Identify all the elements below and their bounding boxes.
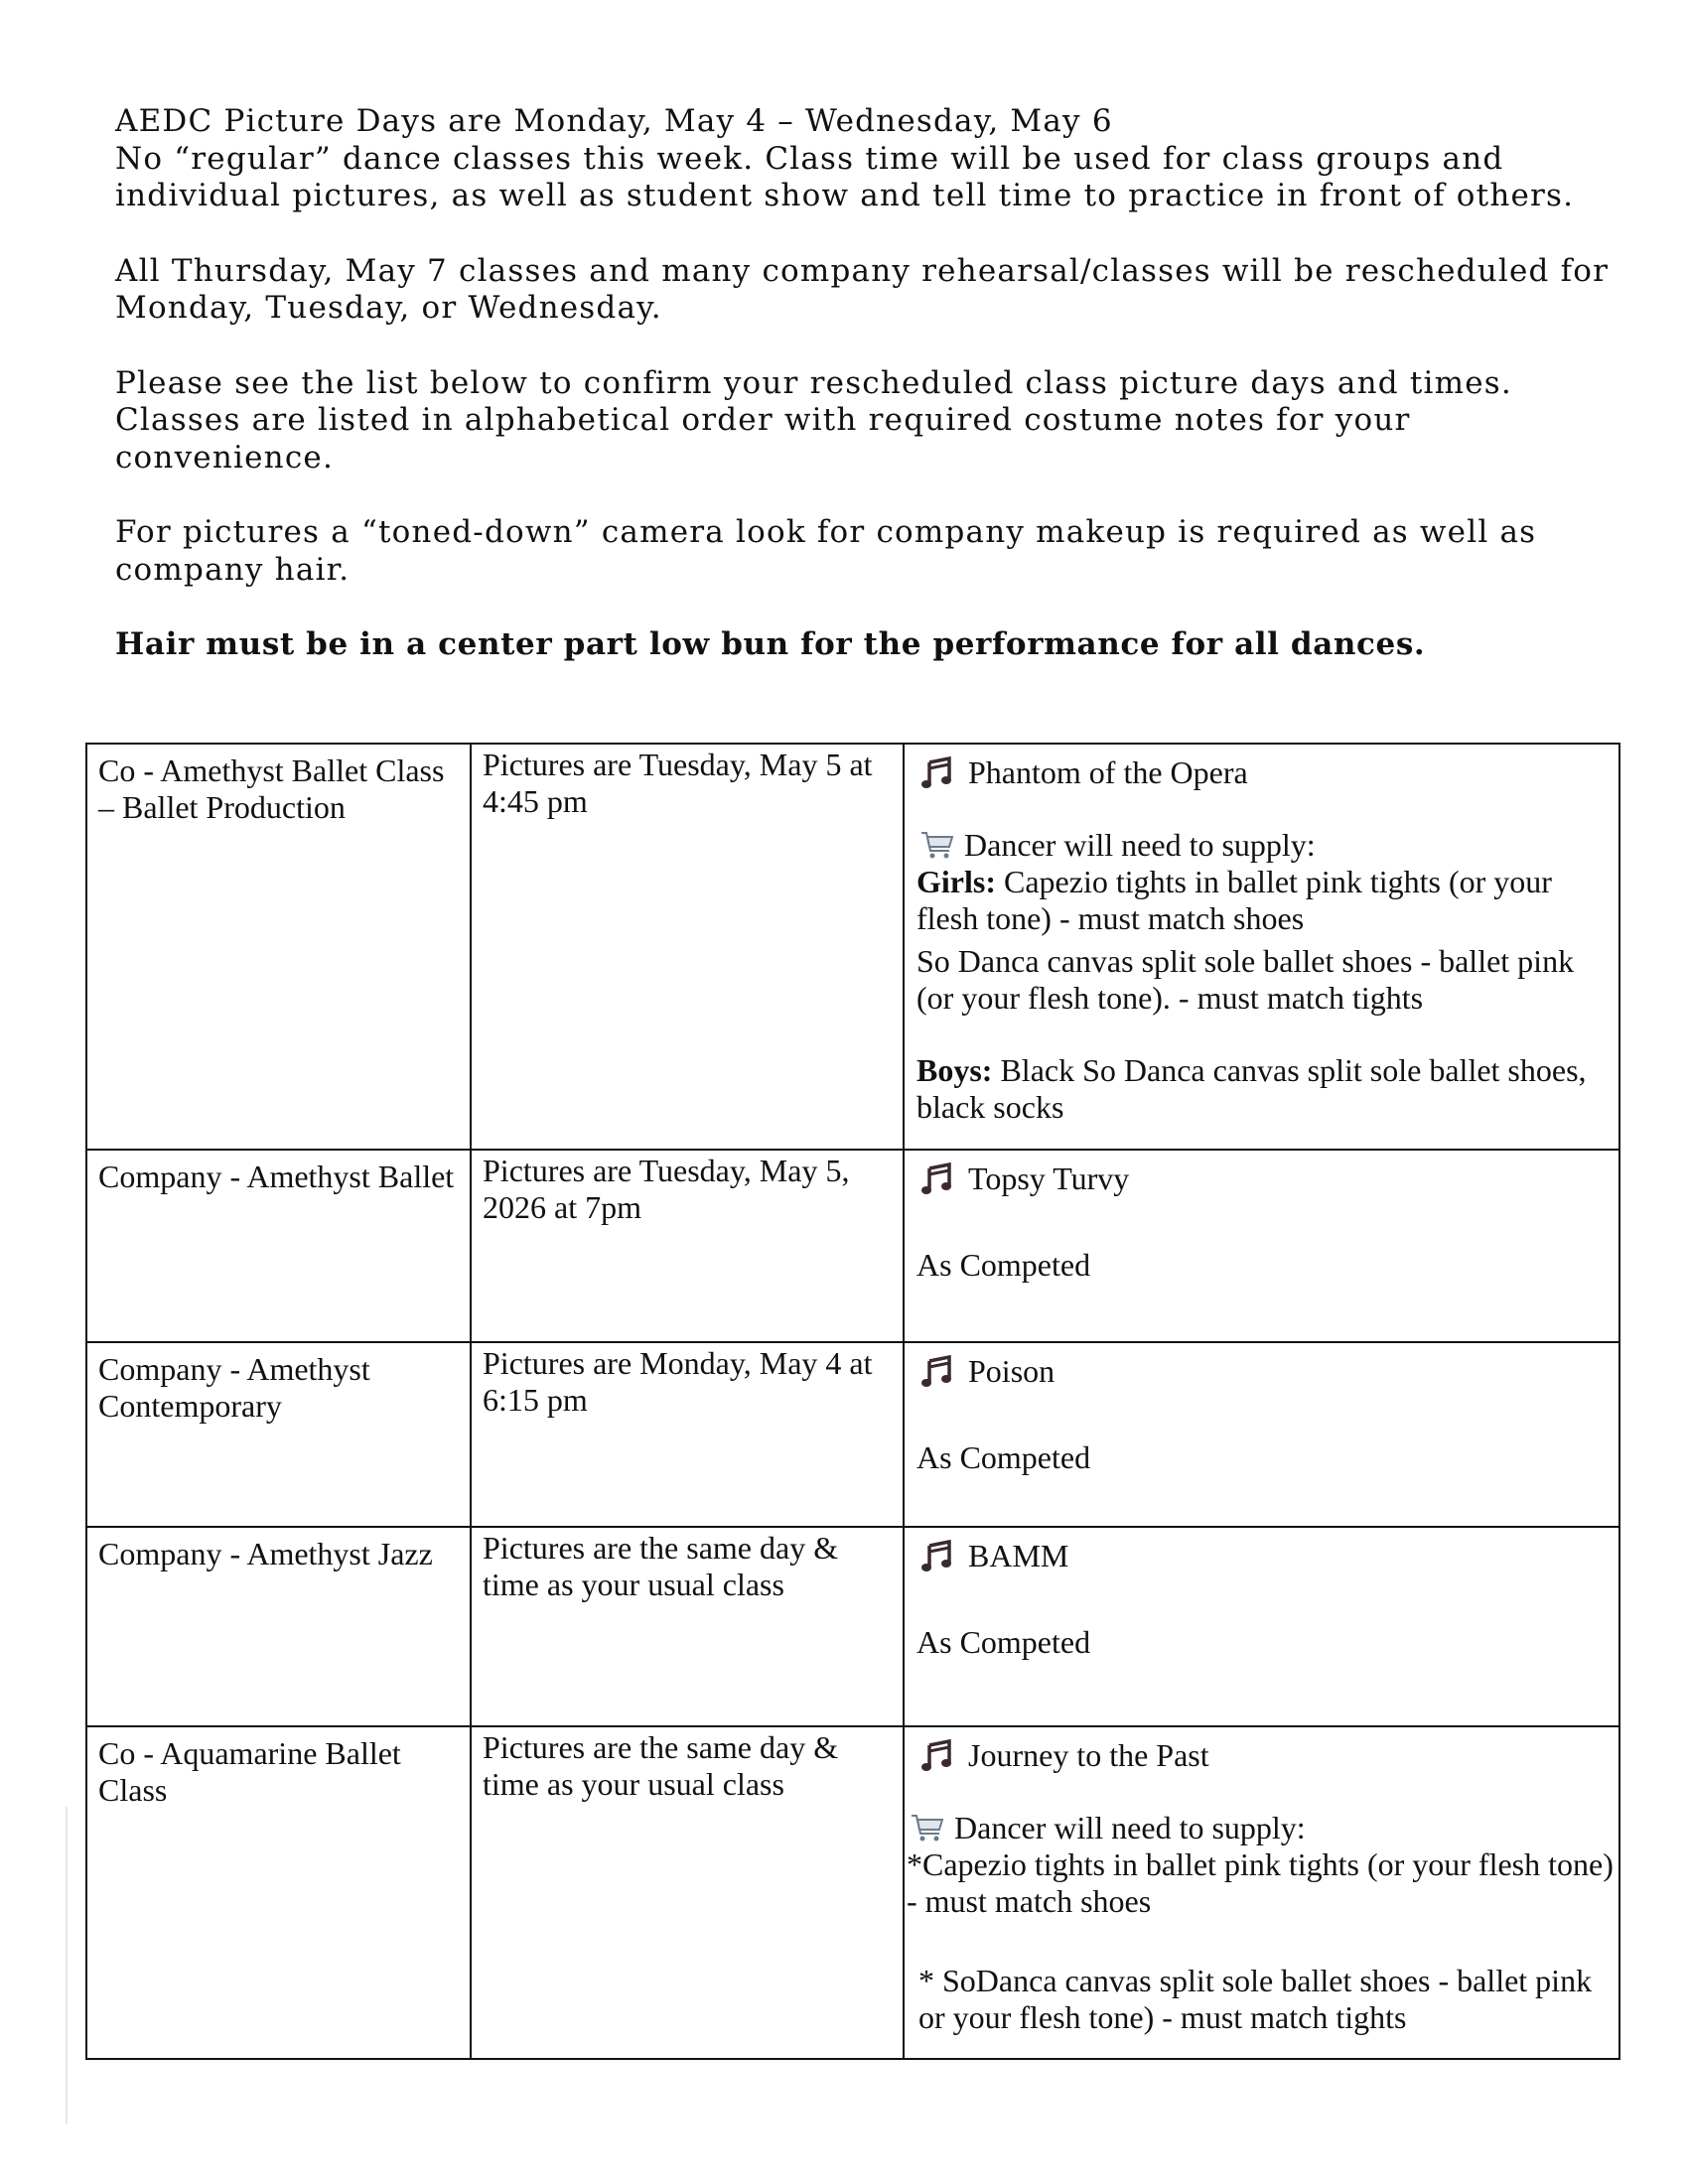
shopping-cart-icon (911, 1813, 944, 1843)
class-name-cell (86, 1342, 471, 1527)
song-line (920, 1160, 1609, 1197)
tights-note: *Capezio tights in ballet pink tights (or your flesh tone) - must match shoes (907, 1846, 1614, 1919)
music-note-icon (920, 1540, 954, 1573)
class-schedule-table (85, 743, 1620, 2060)
costume-cell (904, 1527, 1619, 1726)
table-row (86, 744, 1619, 1150)
spacer (916, 1197, 1609, 1247)
spacer (916, 1017, 1609, 1052)
picture-time: Pictures are Monday, May 4 at 6:15 pm (483, 1345, 873, 1418)
table-row (86, 1726, 1619, 2059)
table-row (86, 1150, 1619, 1342)
music-note-icon (920, 756, 954, 790)
picture-time-cell (471, 744, 904, 1150)
shoes-note: So Danca canvas split sole ballet shoes - ballet pink (or your flesh tone). - must match tights (916, 943, 1575, 1016)
picture-time-cell (471, 1726, 904, 2059)
picture-time-cell (471, 1150, 904, 1342)
boys-label: Boys: (916, 1052, 993, 1088)
margin-line (66, 1807, 68, 2124)
costume-cell (904, 1150, 1619, 1342)
table-row (86, 1527, 1619, 1726)
costume-cell (904, 744, 1619, 1150)
class-name-cell (86, 1150, 471, 1342)
supply-heading (911, 1810, 1617, 1846)
class-name: Co - Aquamarine Ballet Class (98, 1735, 401, 1808)
class-name: Co - Amethyst Ballet Class – Ballet Production (98, 752, 445, 825)
intro-paragraph-1 (115, 103, 1624, 215)
supply-heading-text: Dancer will need to supply: (964, 827, 1316, 863)
costume-note: As Competed (916, 1624, 1091, 1660)
song-title: Topsy Turvy (968, 1160, 1130, 1196)
costume-cell (904, 1342, 1619, 1527)
music-note-icon (920, 1355, 954, 1389)
class-name-cell (86, 1527, 471, 1726)
song-title: Phantom of the Opera (968, 754, 1248, 790)
intro-paragraph-4: For pictures a “toned-down” camera look for company makeup is required as well as company hair. (115, 514, 1537, 588)
spacer (916, 1574, 1609, 1624)
picture-time: Pictures are the same day & time as your usual class (483, 1530, 839, 1602)
boys-note (916, 1052, 1609, 1126)
intro-text (115, 103, 1624, 702)
picture-time: Pictures are Tuesday, May 5, 2026 at 7pm (483, 1153, 850, 1225)
no-regular-classes-text: No “regular” dance classes this week. Class time will be used for class groups and individual pictures, as well as student show and tell time to practice in front of others. (115, 140, 1575, 213)
supply-heading-text: Dancer will need to supply: (954, 1810, 1306, 1845)
class-name: Company - Amethyst Contemporary (98, 1351, 370, 1424)
picture-days-line: AEDC Picture Days are Monday, May 4 – Wednesday, May 6 (115, 103, 1113, 139)
boys-text: Black So Danca canvas split sole ballet shoes, black socks (916, 1052, 1587, 1125)
costume-cell (904, 1726, 1619, 2059)
hair-note: Hair must be in a center part low bun for the performance for all dances. (115, 626, 1426, 662)
intro-paragraph-3: Please see the list below to confirm your rescheduled class picture days and times. Classes are listed in alphabetical order with required costume notes for your convenience. (115, 364, 1512, 476)
spacer (916, 1390, 1609, 1439)
supply-heading (920, 827, 1609, 864)
song-title: Poison (968, 1353, 1055, 1389)
picture-time: Pictures are the same day & time as your usual class (483, 1729, 839, 1802)
table-row (86, 1342, 1619, 1527)
song-line (920, 1737, 1617, 1774)
picture-time-cell (471, 1342, 904, 1527)
song-title: BAMM (968, 1538, 1069, 1573)
class-name-cell (86, 744, 471, 1150)
class-name-cell (86, 1726, 471, 2059)
picture-time: Pictures are Tuesday, May 5 at 4:45 pm (483, 747, 873, 819)
class-name: Company - Amethyst Ballet (98, 1159, 455, 1194)
music-note-icon (920, 1162, 954, 1196)
girls-label: Girls: (916, 864, 996, 899)
girls-tights-note (916, 864, 1609, 937)
costume-note: As Competed (916, 1439, 1091, 1475)
intro-paragraph-2: All Thursday, May 7 classes and many company rehearsal/classes will be rescheduled for Monday, Tuesday, or Wednesday. (115, 252, 1610, 326)
song-line (920, 754, 1609, 791)
spacer (907, 1774, 1617, 1810)
song-title: Journey to the Past (968, 1737, 1209, 1773)
costume-note: As Competed (916, 1247, 1091, 1283)
music-note-icon (920, 1739, 954, 1773)
spacer (907, 1920, 1617, 1963)
class-name: Company - Amethyst Jazz (98, 1536, 433, 1571)
shopping-cart-icon (920, 830, 954, 860)
song-line (920, 1538, 1609, 1574)
shoes-note: * SoDanca canvas split sole ballet shoes - ballet pink or your flesh tone) - must match tights (918, 1963, 1593, 2035)
picture-time-cell (471, 1527, 904, 1726)
spacer (916, 791, 1609, 827)
girls-text: Capezio tights in ballet pink tights (or your flesh tone) - must match shoes (916, 864, 1552, 936)
song-line (920, 1353, 1609, 1390)
